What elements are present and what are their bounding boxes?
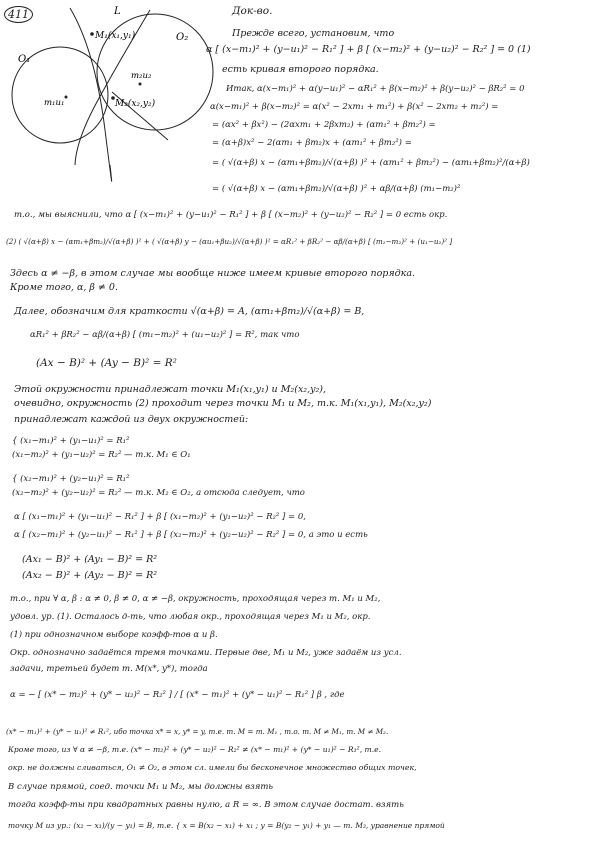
system-line: { (x₁−m₁)² + (y₁−u₁)² = R₁² <box>12 436 130 446</box>
equation-circle: (Ax − B)² + (Ay − B)² = R² <box>36 357 177 369</box>
text-line: т.о., при ∀ α, β : α ≠ 0, β ≠ 0, α ≠ −β, окружность, проходящая через т. M₁ и M₂, <box>10 594 381 604</box>
proof-heading: Док-во. <box>232 5 273 17</box>
label-m1: M₁(x₁,y₁) <box>95 31 136 41</box>
label-m1u1: m₁u₁ <box>44 98 65 108</box>
point-m1 <box>90 32 94 36</box>
text-line: (Ax₁ − B)² + (Ay₁ − B)² = R² <box>22 554 158 565</box>
center-o2 <box>139 83 142 86</box>
system-line: (x₂−m₂)² + (y₂−u₂)² = R₂² — т.к. M₂ ∈ O₂, а отсюда следует, что <box>12 488 305 498</box>
text-line: Окр. однозначно задаётся тремя точками. Первые две, M₁ и M₂, уже задаём из усл. <box>10 648 402 658</box>
text-line: Прежде всего, установим, что <box>232 28 395 39</box>
text-line: Этой окружности принадлежат точки M₁(x₁,y₁) и M₂(x₂,y₂), <box>14 384 327 395</box>
text-line: Кроме того, α, β ≠ 0. <box>10 282 118 293</box>
system-line: { (x₂−m₁)² + (y₂−u₁)² = R₁² <box>12 474 130 484</box>
text-line: Здесь α ≠ −β, в этом случае мы вообще ниже имеем кривые второго порядка. <box>10 268 416 279</box>
label-m2: M₂(x₂,y₂) <box>115 99 156 109</box>
text-line: = (αx² + βx²) − (2αxm₁ + 2βxm₂) + (αm₁² + βm₂²) = <box>212 120 436 130</box>
text-line: α [ (x₂−m₁)² + (y₂−u₁)² − R₁² ] + β [ (x₂−m₂)² + (y₂−u₂)² − R₂² ] = 0, а это и есть <box>14 530 368 540</box>
text-line: (Ax₂ − B)² + (Ay₂ − B)² = R² <box>22 570 158 581</box>
label-o2: O₂ <box>176 32 189 43</box>
text-line: Кроме того, из ∀ α ≠ −β, т.е. (x* − m₂)² + (y* − u₂)² − R₂² ≠ (x* − m₁)² + (y* − u₁)² − R₁², т.е. <box>8 745 382 754</box>
text-line: очевидно, окружность (2) проходит через точки M₁ и M₂, т.к. M₁(x₁,y₁), M₂(x₂,y₂) <box>14 398 432 409</box>
text-line: т.о., мы выяснили, что α [ (x−m₁)² + (y−u₁)² − R₁² ] + β [ (x−m₂)² + (y−u₂)² − R₂² ] = 0 есть окр. <box>14 210 448 220</box>
text-line: удовл. ур. (1). Осталось д-ть, что любая окр., проходящая через M₁ и M₂, окр. <box>10 612 371 622</box>
center-o1 <box>65 96 68 99</box>
text-line: тогда коэфф-ты при квадратных равны нулю, а R = ∞. В этом случае достат. взять <box>8 800 404 810</box>
text-line: = ( √(α+β) x − (αm₁+βm₂)/√(α+β) )² + αβ/(α+β) (m₁−m₂)² <box>212 184 461 194</box>
system-line: (x₁−m₂)² + (y₁−u₂)² = R₂² — т.к. M₁ ∈ O₁ <box>12 450 191 460</box>
text-line: Далее, обозначим для краткости √(α+β) = A, (αm₁+βm₂)/√(α+β) = B, <box>14 306 365 317</box>
text-line: (1) при однозначном выборе коэфф-тов α и β. <box>10 630 218 640</box>
label-o1: O₁ <box>18 54 31 65</box>
text-line: α(x−m₁)² + β(x−m₂)² = α(x² − 2xm₁ + m₁²) + β(x² − 2xm₂ + m₂²) = <box>210 102 499 112</box>
equation-1: α [ (x−m₁)² + (y−u₁)² − R₁² ] + β [ (x−m₂)² + (y−u₂)² − R₂² ] = 0 (1) <box>206 44 531 55</box>
label-m2u2: m₂u₂ <box>131 71 152 81</box>
text-line: Итак, α(x−m₁)² + α(y−u₁)² − αR₁² + β(x−m₂)² + β(y−u₂)² − βR₂² = 0 <box>226 84 525 94</box>
page-number: 411 <box>4 6 33 23</box>
text-line: В случае прямой, соед. точки M₁ и M₂, мы должны взять <box>8 782 274 792</box>
text-line: = ( √(α+β) x − (αm₁+βm₂)/√(α+β) )² + (αm₁² + βm₂²) − (αm₁+βm₂)²/(α+β) <box>212 158 530 168</box>
text-line: α [ (x₁−m₁)² + (y₁−u₁)² − R₁² ] + β [ (x₁−m₂)² + (y₁−u₂)² − R₂² ] = 0, <box>14 512 306 522</box>
label-l: L <box>114 6 121 17</box>
text-line: окр. не должны сливаться, O₁ ≠ O₂, в этом сл. имели бы бесконечное множество общих точек, <box>8 763 417 772</box>
text-line: есть кривая второго порядка. <box>222 64 379 75</box>
text-line: задачи, третьей будет т. M(x*, y*), тогда <box>10 664 208 674</box>
text-line: αR₁² + βR₂² − αβ/(α+β) [ (m₁−m₂)² + (u₁−u₂)² ] = R², так что <box>30 330 300 340</box>
equation-2: (2) ( √(α+β) x − (αm₁+βm₂)/√(α+β) )² + ( √(α+β) y − (αu₁+βu₂)/√(α+β) )² = αR₁² + βR₂² − αβ/(α+β) [ (m₁−m₂)² + (u₁−u₂)² ] <box>6 237 453 246</box>
text-line: (x* − m₁)² + (y* − u₁)² ≠ R₁², ибо точка x* = x, y* = y, т.е. т. M = т. M₁ , т.о. т. M ≠ M₁, т. M ≠ M₂. <box>6 727 389 736</box>
text-line: точку M из ур.: (x₂ − x₁)/(y − y₁) = B, т.е. { x = B(x₂ − x₁) + x₁ ; y = B(y₂ − y₁) + y₁ — т. M₃, уравнение прямой <box>8 821 445 830</box>
text-line: принадлежат каждой из двух окружностей: <box>14 414 249 425</box>
text-line: = (α+β)x² − 2(αm₁ + βm₂)x + (αm₁² + βm₂²) = <box>212 138 412 148</box>
equation-alpha: α = − [ (x* − m₂)² + (y* − u₂)² − R₂² ] / [ (x* − m₁)² + (y* − u₁)² − R₁² ] β , где <box>10 690 345 700</box>
